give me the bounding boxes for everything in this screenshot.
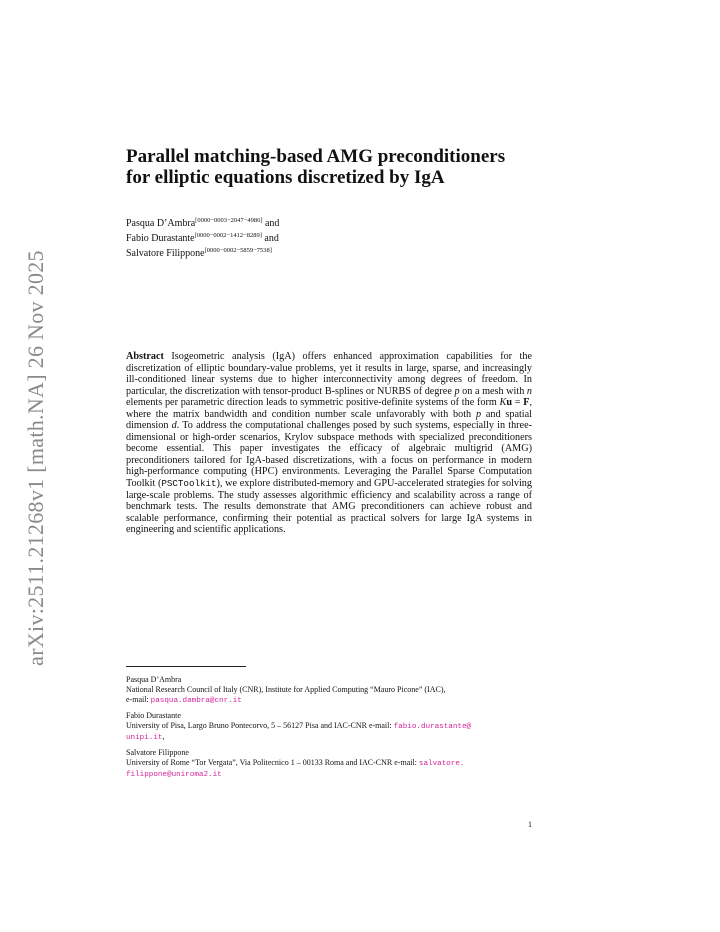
email-prefix: e-mail:: [126, 695, 151, 704]
footnote-author-name: Fabio Durastante: [126, 711, 181, 720]
footnote-institution-line: [126, 758, 532, 769]
abstract-label: Abstract: [126, 351, 164, 362]
math-symbol: d: [171, 420, 177, 432]
abstract-text: and spatial dimension: [126, 408, 532, 432]
footnote-institution: University of Rome “Tor Vergata”, Via Politecnico 1 – 00133 Roma and IAC-CNR e-mail:: [126, 758, 419, 767]
math-vector: u: [506, 397, 512, 409]
email-link[interactable]: fabio.durastante@: [393, 723, 472, 731]
arxiv-identifier-stamp: [18, 248, 54, 668]
footnote-institution: National Research Council of Italy (CNR), Institute for Applied Computing “Mauro Picone” (IAC),: [126, 685, 446, 694]
footnote-author-name: Salvatore Filippone: [126, 748, 189, 757]
abstract-paragraph: [126, 351, 532, 536]
abstract-text: on a mesh with: [459, 385, 527, 397]
affiliation-footnotes: [126, 675, 532, 785]
footnote-affiliation: [126, 748, 532, 780]
author-line: [126, 230, 532, 245]
email-link[interactable]: pasqua.dambra@cnr.it: [150, 697, 242, 705]
paper-title: Parallel matching-based AMG preconditioners for elliptic equations discretized by IgA: [126, 146, 506, 188]
footnote-author-name: Pasqua D’Ambra: [126, 675, 182, 684]
math-symbol: p: [475, 408, 482, 420]
math-symbol: p: [454, 385, 460, 397]
toolkit-name: PSCToolkit: [161, 478, 217, 490]
footnote-punctuation: ,: [162, 732, 165, 741]
math-symbol: K: [499, 397, 507, 409]
footnote-email-line: [126, 732, 532, 743]
abstract-text: Isogeometric analysis (IgA) offers enhanced approximation capabilities for the discretization of elliptic boundary-value problems, yet it results in large, sparse, and increasingly ill-conditioned linear systems due to higher interconnectivity among degrees of freedom. In particular, the discretization with tensor-product B-splines or NURBS of degree: [126, 351, 532, 397]
math-operator: =: [511, 397, 524, 409]
abstract-text: . To address the computational challenges posed by such systems, especially in three-dimensional or high-order scenarios, Krylov subspace methods with specialized preconditioners become essential. This paper investigates the efficacy of algebraic multigrid (AMG) preconditioners tailored for IgA-based discretizations, with a focus on performance in modern high-performance computing (HPC) environments. Leveraging the Parallel Sparse Computation Toolkit (: [126, 420, 532, 490]
abstract-text: elements per parametric direction leads to symmetric positive-definite systems of the form: [126, 397, 500, 409]
author-list: [126, 215, 532, 260]
email-link-continued[interactable]: filippone@uniroma2.it: [126, 771, 222, 779]
footnote-affiliation: [126, 675, 532, 706]
arxiv-identifier-text: arXiv:2511.21268v1 [math.NA] 26 Nov 2025: [23, 250, 48, 666]
footnote-divider: [126, 666, 246, 667]
footnote-institution-line: [126, 721, 532, 732]
abstract-text: ), we explore distributed-memory and GPU-accelerated strategies for solving large-scale problems. The study assesses algorithmic efficiency and scalability across a range of benchmark tests. The results demonstrate that AMG preconditioners can achieve robust and scalable performance, confirming their potential as practical solvers for large IgA systems in engineering and scientific applications.: [126, 478, 532, 536]
footnote-institution: University of Pisa, Largo Bruno Pontecorvo, 5 – 56127 Pisa and IAC-CNR e-mail:: [126, 721, 394, 730]
author-name: Salvatore Filippone: [126, 248, 205, 259]
author-line: [126, 245, 532, 260]
abstract-text: , where the matrix bandwidth and condition number scale unfavorably with both: [126, 397, 532, 420]
author-conjunction: and: [262, 218, 280, 229]
footnote-email-line: [126, 695, 532, 706]
author-orcid: [0000−0002−1412−8289]: [194, 232, 262, 239]
footnote-affiliation: [126, 711, 532, 743]
math-symbol: n: [526, 385, 532, 397]
email-link[interactable]: salvatore.: [418, 760, 465, 768]
author-orcid: [0000−0003−2047−4986]: [195, 217, 263, 224]
author-conjunction: and: [261, 233, 279, 244]
author-line: [126, 215, 532, 230]
page-number: 1: [528, 820, 532, 829]
author-name: Fabio Durastante: [126, 233, 195, 244]
author-orcid: [0000−0002−5859−7538]: [204, 247, 272, 254]
author-name: Pasqua D’Ambra: [126, 218, 196, 229]
email-link-continued[interactable]: unipi.it: [126, 734, 163, 742]
math-vector: F: [523, 397, 530, 409]
footnote-email-line: [126, 769, 532, 780]
